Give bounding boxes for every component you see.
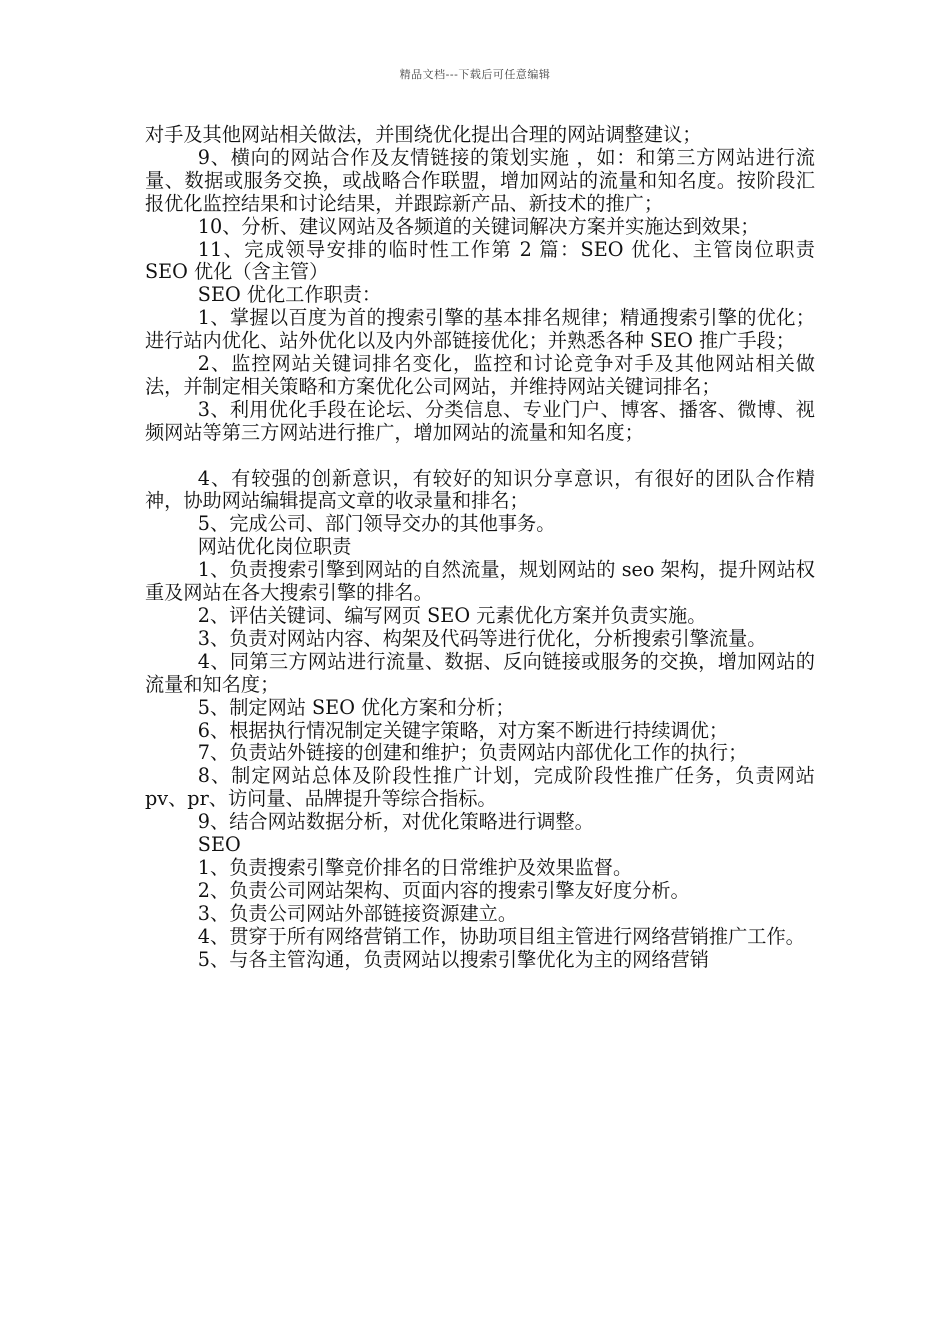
paragraph: 1、负责搜索引擎竞价排名的日常维护及效果监督。 [197, 855, 633, 879]
page-header: 精品文档---下载后可任意编辑 [399, 68, 551, 81]
document-body [145, 124, 815, 972]
paragraph: 5、完成公司、部门领导交办的其他事务。 [197, 512, 556, 536]
paragraph: 4、同第三方网站进行流量、数据、反向链接或服务的交换，增加网站的流量和知名度； [145, 649, 815, 696]
paragraph: 4、贯穿于所有网络营销工作，协助项目组主管进行网络营销推广工作。 [197, 924, 805, 948]
paragraph: 8、制定网站总体及阶段性推广计划，完成阶段性推广任务，负责网站 pv、pr、访问量、品牌提升等综合指标。 [145, 764, 815, 811]
paragraph: 1、掌握以百度为首的搜索引擎的基本排名规律；精通搜索引擎的优化；进行站内优化、站外优化以及内外部链接优化；并熟悉各种 SEO 推广手段； [145, 306, 815, 353]
paragraph: SEO 优化工作职责： [197, 283, 382, 307]
paragraph: 5、与各主管沟通，负责网站以搜索引擎优化为主的网络营销 [197, 947, 709, 971]
paragraph: 2、负责公司网站架构、页面内容的搜索引擎友好度分析。 [197, 878, 690, 902]
paragraph: 3、负责公司网站外部链接资源建立。 [197, 901, 518, 925]
paragraph: 6、根据执行情况制定关键字策略，对方案不断进行持续调优； [197, 718, 729, 742]
paragraph: 2、评估关键词、编写网页 SEO 元素优化方案并负责实施。 [197, 604, 707, 628]
paragraph: 11、完成领导安排的临时性工作第 2 篇：SEO 优化、主管岗位职责 SEO 优化（含主管） [145, 237, 815, 284]
paragraph: SEO [197, 833, 241, 857]
paragraph: 7、负责站外链接的创建和维护；负责网站内部优化工作的执行； [197, 741, 748, 765]
blank-line [145, 445, 815, 468]
paragraph: 9、结合网站数据分析，对优化策略进行调整。 [197, 810, 594, 834]
paragraph: 1、负责搜索引擎到网站的自然流量，规划网站的 seo 架构，提升网站权重及网站在各大搜索引擎的排名。 [145, 558, 815, 605]
paragraph: 网站优化岗位职责 [197, 535, 352, 559]
paragraph: 4、有较强的创新意识，有较好的知识分享意识，有很好的团队合作精神，协助网站编辑提高文章的收录量和排名； [145, 466, 815, 513]
paragraph: 3、负责对网站内容、构架及代码等进行优化，分析搜索引擎流量。 [197, 626, 767, 650]
paragraph: 2、监控网站关键词排名变化，监控和讨论竞争对手及其他网站相关做法，并制定相关策略和方案优化公司网站，并维持网站关键词排名； [145, 352, 815, 398]
paragraph: 对手及其他网站相关做法，并围绕优化提出合理的网站调整建议； [145, 123, 702, 146]
paragraph: 5、制定网站 SEO 优化方案和分析； [197, 695, 515, 719]
paragraph: 10、分析、建议网站及各频道的关键词解决方案并实施达到效果； [197, 214, 760, 238]
paragraph: 9、横向的网站合作及友情链接的策划实施 ，如：和第三方网站进行流量、数据或服务交换，或战略合作联盟，增加网站的流量和知名度。按阶段汇报优化监控结果和讨论结果，并跟踪新产品、新技术的推广； [145, 145, 815, 215]
paragraph: 3、利用优化手段在论坛、分类信息、专业门户、博客、播客、微博、视频网站等第三方网站进行推广，增加网站的流量和知名度； [145, 397, 815, 444]
